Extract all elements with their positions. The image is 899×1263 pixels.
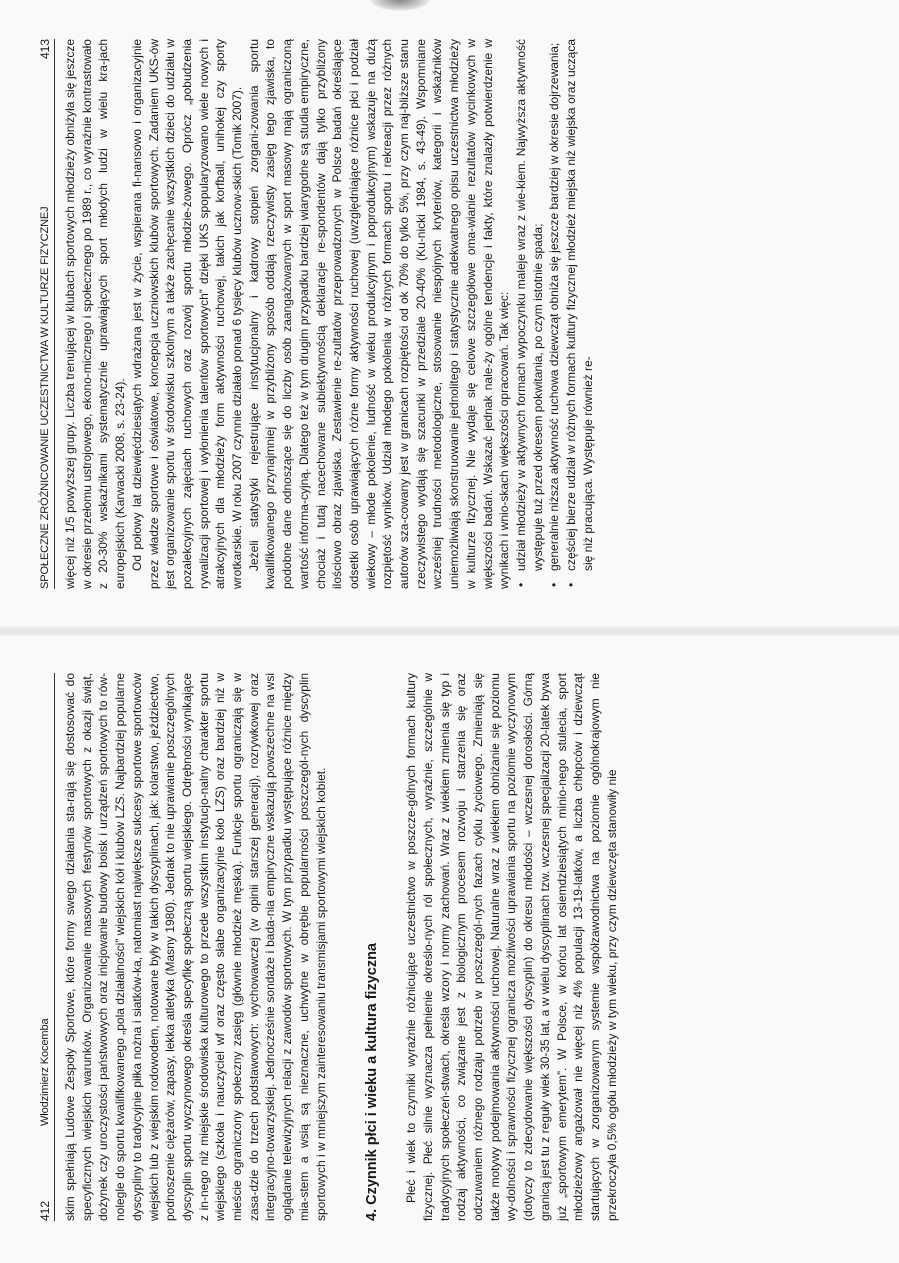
bullet-item: • generalnie niższa aktywność ruchowa dziewcząt obniża się jeszcze bardziej w okresie dojrzewania; [546, 39, 563, 589]
paragraph: Jeżeli statystyki rejestrujące instytucjonalny i kadrowy stopień zorgani-zowania sportu kwalifikowanego przynajmniej w przybliżony sposób oddają rzeczywisty zasięg tego zjawiska, to podobne dane odnoszące się do liczby osób zaangażowanych w sport masowy mają ograniczoną wartość informa-cyjną. Dlatego też w tym drugim przypadku bardziej wiarygodne są studia empiryczne, chociaż i tutaj nacechowane subiektywnością deklaracje re-spondentów dają tylko przybliżony ilościowo obraz zjawiska. Zestawienie re-zultatów przeprowadzonych w Polsce badań określające odsetki osób uprawiających różne formy aktywności ruchowej (uwzględniające różnice płci i podział wiekowy – młode pokolenie, ludność w wieku produkcyjnym i poprodukcyjnym) wskazuje na dużą rozpiętość wyników. Udział młodego pokolenia w różnych formach sportu i rekreacji przez różnych autorów sza-cowany jest w granicach rozpiętości od ok 70% do tylko 5%, przy czym naj-bliższe stanu rzeczywistego wydają się szacunki w przedziale 20-40% (Ku-nicki 1984, s. 43-49). Wspomniane wcześniej trudności metodologiczne, stosowanie niespójnych kryteriów, kategorii i wskaźników uniemożliwiają skonstruowanie jednolitego i statystycznie adekwatnego opisu uczestnictwa młodzieży w kulturze fizycznej. Nie wydaje się celowe szczegółowe oma-wianie rezultatów wycinkowych w większości badań. Wskazać jednak nale-ży ogólne tendencje i fakty, które znalazły potwierdzenie w wynikach i wnio-skach większości opracowań. Tak więc: [246, 39, 512, 589]
left-running-header [36, 673, 55, 1221]
paragraph: Od połowy lat dziewięćdziesiątych wdrażana jest w życie, wspierana fi-nansowo i organizacyjnie przez władze sportowe i oświatowe, koncepcja uczniowskich klubów sportowych. Zadaniem UKS-ów jest organizowanie sportu w środowisku szkolnym a także zachęcanie wszystkich dzieci do udziału w pozalekcyjnych zajęciach ruchowych oraz rozwój sportu młodzie-żowego. Oprócz „pobudzenia rywalizacji sportowej i wyłonienia talentów sportowych” dzięki UKS spopularyzowano wiele nowych i atrakcyjnych dla młodzieży form aktywności ruchowej, takich jak korfball, unihokej czy sporty wrotkarskie. W roku 2007 czynnie działało ponad 6 tysięcy klubów ucznow-skich (Tomik 2007). [129, 39, 245, 589]
page-number-right: 413 [38, 39, 52, 60]
scan-smudge [370, 0, 430, 11]
header-chapter-title: SPOŁECZNE ZRÓŻNICOWANIE UCZESTNICTWA W KULTURZE FIZYCZNEJ [39, 206, 51, 589]
right-page [0, 0, 899, 631]
paragraph: Płeć i wiek to czynniki wyraźnie różnicujące uczestnictwo w poszcze-gólnych formach kultury fizycznej. Płeć silnie wyznacza pełnienie określo-nych ról społecznych, wyraźnie, szczególnie w tradycyjnych społeczeń-stwach, określa wzory i normy zachowań. Wraz z wiekiem zmienia się typ i rodzaj aktywności, co związane jest z biologicznym procesem rozwoju i starzenia się oraz odczuwaniem różnego rodzaju potrzeb w poszczegól-nych fazach cyklu życiowego. Zmieniają się także motywy podejmowania aktywności ruchowej. Naturalne wraz z wiekiem obniżanie się poziomu wy-dolności i sprawności fizycznej ogranicza możliwości uprawiania sportu na poziomie wyczynowym (dotyczy to zdecydowanie większości dyscyplin) do okresu młodości – wczesnej dorosłości. Górną granicą jest tu z reguły wiek 30-35 lat, a w wielu dyscyplinach tzw. wczesnej specjalizacji 20-latek bywa już „sportowym emerytem”. W Polsce, w końcu lat osiemdziesiątych minio-nego stulecia, sport młodzieżowy angażował nie więcej niż 4% populacji 13-19-latków, a liczba chłopców i dziewcząt startujących w zorganizowanym systemie współzawodnictwa na poziomie ogólnokrajowym nie przekroczyła 0,5% ogółu młodzieży w tym wieku, przy czym dziewczęta stanowiły nie [404, 673, 619, 1221]
paragraph: więcej niż 1/5 powyższej grupy. Liczba trenującej w klubach sportowych młodzieży obniżyła się jeszcze w okresie przełomu ustrojowego, ekono-micznego i społecznego po 1989 r., co wyraźnie kontrastowało z 20-30% wskaźnikami systematycznie uprawiających sport młodych ludzi w wielu kra-jach europejskich (Karwacki 2008, s. 23-24). [63, 39, 128, 589]
right-running-header [36, 39, 55, 589]
left-page [0, 631, 899, 1263]
bullet-item: • udział młodzieży w aktywnych formach wypoczynku maleje wraz z wie-kiem. Najwyższa aktywność występuje tuż przed okresem pokwitania, po czym istotnie spada; [513, 39, 546, 589]
bullet-list [513, 39, 597, 589]
right-page-body [62, 39, 597, 589]
paragraph: skim spełniają Ludowe Zespoły Sportowe, które formy swego działania sta-rają się dostosować do specyficznych wiejskich warunków. Organizowanie masowych festynów sportowych z okazji świąt, dożynek czy uroczystości państwowych oraz inicjowanie budowy boisk i urządzeń sportowych to rów-nolegle do sportu kwalifikowanego „pola działalności” wiejskich kół i klubów LZS. Najbardziej popularne dyscypliny to tradycyjnie piłka nożna i siatków-ka, natomiast największe sukcesy sportowe sportowców wiejskich lub z wiejskim rodowodem, notowane były w takich dyscyplinach, jak: kolarstwo, jeździectwo, podnoszenie ciężarów, zapasy, lekka atletyka (Masny 1980). Jednak to nie uprawianie poszczególnych dyscyplin sportu wyczynowego określa specyfikę społeczną sportu wiejskiego. Odrębności wynikające z in-nego niż miejskie środowiska kulturowego to przede wszystkim instytucjo-nalny charakter sportu wiejskiego (szkoła i nauczyciel wf oraz często słabe organizacyjnie koło LZS) oraz bardziej niż w mieście ograniczony społeczny zasięg (głównie młodzież męska). Funkcje sportu ograniczają się w zasa-dzie do trzech podstawowych: wychowawczej (w opinii starszej generacji), rozrywkowej oraz integracyjno-towarzyskiej. Jednocześnie sondaże i bada-nia empiryczne wskazują powszechne na wsi oglądanie telewizyjnych relacji z zawodów sportowych. W tym przypadku występujące różnice między mia-stem a wsią są nieznaczne, uchwytne w obrębie popularności poszczegól-nych dyscyplin sportowych i w mniejszym zainteresowaniu transmisjami sportowymi wiejskich kobiet. [63, 673, 328, 1221]
bullet-item: • częściej bierze udział w różnych formach kultury fizycznej młodzież miejska niż wiejska oraz ucząca się niż pracująca. Występuje również re- [563, 39, 596, 589]
page-number-left: 412 [38, 1200, 52, 1221]
left-page-body [62, 673, 620, 1221]
section-heading: 4. Czynnik płci i wieku a kultura fizyczna [364, 943, 381, 1221]
header-author: Włodzimierz Kocemba [39, 1018, 51, 1126]
